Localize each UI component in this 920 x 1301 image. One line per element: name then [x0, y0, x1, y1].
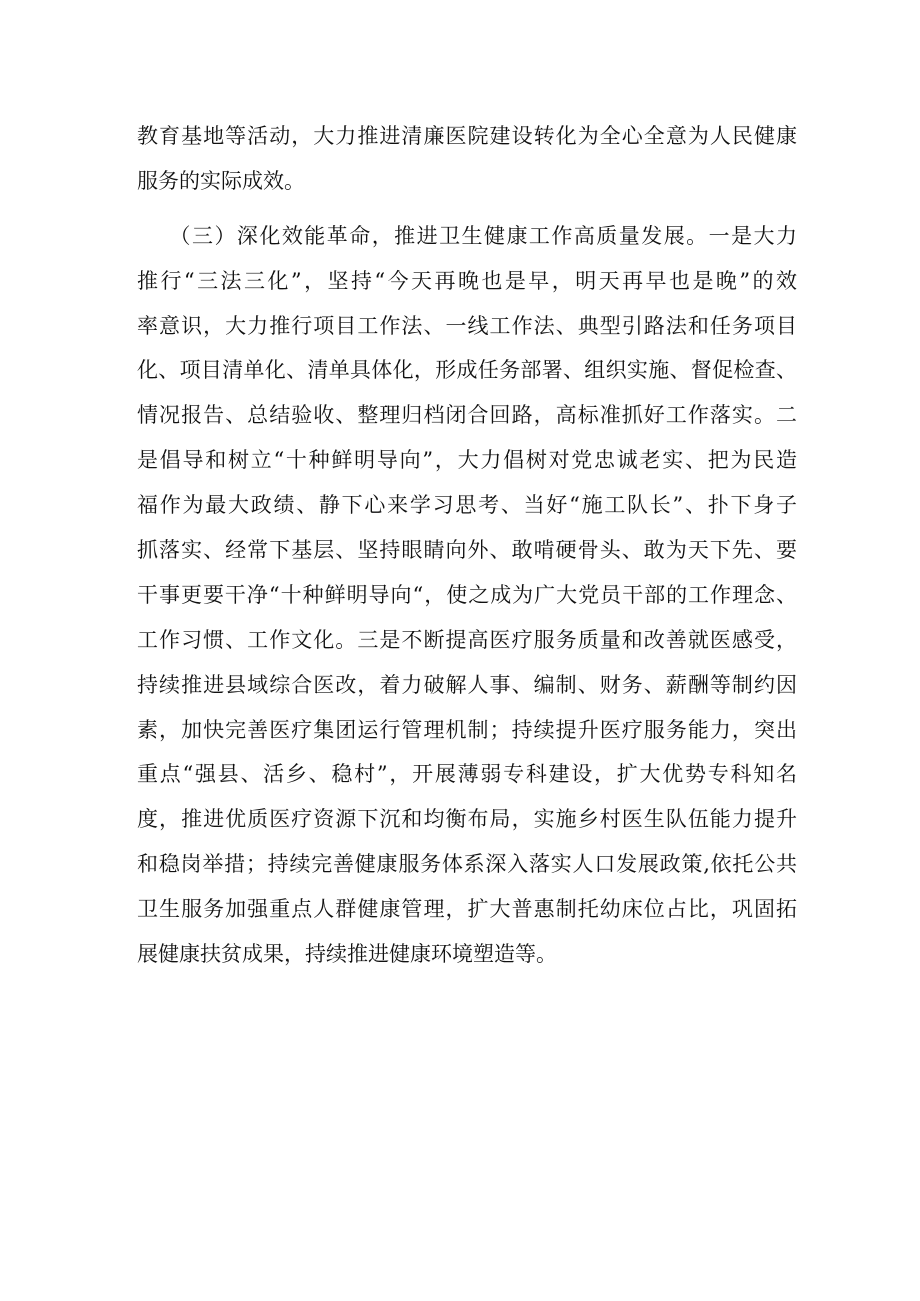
text-line: 和稳岗举措；持续完善健康服务体系深入落实人口发展政策,依托公共	[137, 852, 797, 877]
text-line: 服务的实际成效。	[137, 168, 305, 193]
text-line: 重点“强县、活乡、稳村”，开展薄弱专科建设，扩大优势专科知名	[137, 762, 797, 787]
text-line: 是倡导和树立“十种鲜明导向”，大力倡树对党忠诚老实、把为民造	[137, 448, 797, 473]
text-line: 工作习惯、工作文化。三是不断提高医疗服务质量和改善就医感受，	[137, 627, 797, 652]
text-line: 教育基地等活动，大力推进清廉医院建设转化为全心全意为人民健康	[137, 124, 797, 148]
text-line: 推行“三法三化”，坚持“今天再晚也是早，明天再早也是晚”的效	[137, 268, 797, 293]
section-heading-line: （三）深化效能革命，推进卫生健康工作高质量发展。一是大力	[137, 223, 797, 248]
text-line: 持续推进县域综合医改，着力破解人事、编制、财务、薪酬等制约因	[137, 672, 797, 697]
paragraph-continuation	[137, 114, 797, 204]
text-line: 福作为最大政绩、静下心来学习思考、当好“施工队长”、扑下身子	[137, 493, 797, 518]
text-line: 率意识，大力推行项目工作法、一线工作法、典型引路法和任务项目	[137, 313, 797, 338]
text-line: 情况报告、总结验收、整理归档闭合回路，高标准抓好工作落实。二	[137, 403, 797, 428]
paragraph-gap	[137, 204, 797, 214]
document-body	[137, 114, 797, 977]
text-line: 展健康扶贫成果，持续推进健康环境塑造等。	[137, 942, 557, 967]
text-line: 抓落实、经常下基层、坚持眼睛向外、敢啃硬骨头、敢为天下先、要	[137, 538, 797, 563]
text-line: 干事更要干净“十种鲜明导向“，使之成为广大党员干部的工作理念、	[137, 582, 797, 607]
text-line: 化、项目清单化、清单具体化，形成任务部署、组织实施、督促检查、	[137, 358, 797, 383]
text-line: 度，推进优质医疗资源下沉和均衡布局，实施乡村医生队伍能力提升	[137, 807, 797, 832]
section-3-paragraph	[137, 214, 797, 977]
text-line: 卫生服务加强重点人群健康管理，扩大普惠制托幼床位占比，巩固拓	[137, 897, 797, 922]
text-line: 素，加快完善医疗集团运行管理机制；持续提升医疗服务能力，突出	[137, 717, 797, 742]
